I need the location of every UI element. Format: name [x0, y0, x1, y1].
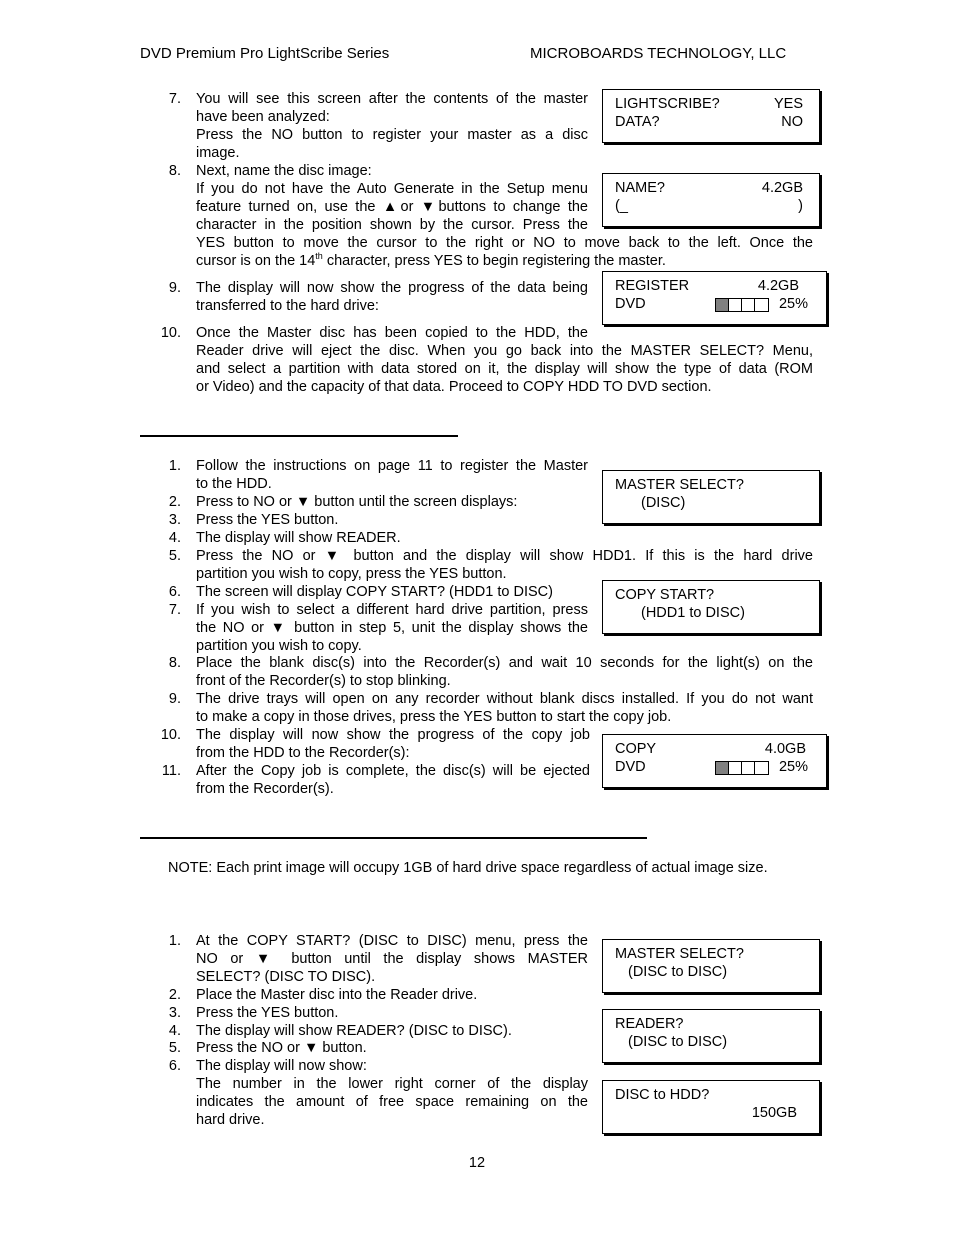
list-text: to make a copy in those drives, press the YES button to start the copy job.	[196, 709, 672, 725]
list-text: from the Recorder(s).	[196, 781, 334, 797]
list-number: 1.	[168, 458, 181, 474]
header-left: DVD Premium Pro LightScribe Series	[140, 45, 390, 62]
lcd-value: 150GB	[751, 1105, 797, 1121]
list-text: After the Copy job is complete, the disc(s) will be ejected	[196, 763, 590, 779]
list-number: 2.	[168, 987, 181, 1003]
list-text: Press the NO button to register your master as a disc	[196, 127, 588, 143]
list-text: The display will now show the progress of the copy job	[196, 727, 590, 743]
list-number: 6.	[168, 584, 181, 600]
lcd-line: (HDD1 to DISC)	[641, 605, 745, 621]
list-number: 8.	[168, 655, 181, 671]
note-text: NOTE: Each print image will occupy 1GB of hard drive space regardless of actual image size.	[168, 860, 768, 876]
list-number: 10.	[160, 727, 181, 743]
progress-bar	[715, 761, 769, 775]
lcd-line: NAME?	[615, 180, 665, 196]
list-number: 5.	[168, 548, 181, 564]
list-text: If you wish to select a different hard drive partition, press	[196, 602, 588, 618]
list-number: 2.	[168, 494, 181, 510]
lcd-value: 4.2GB	[761, 180, 803, 196]
list-text: Once the Master disc has been copied to the HDD, the	[196, 325, 588, 341]
lcd-line: (DISC to DISC)	[628, 1034, 728, 1050]
list-text: The drive trays will open on any recorder without blank discs installed. If you do not want	[196, 691, 813, 707]
list-number: 11.	[161, 763, 181, 779]
lcd-line: DVD	[615, 759, 646, 775]
lcd-line: DVD	[615, 296, 646, 312]
lcd-line: READER?	[615, 1016, 684, 1032]
lcd-display-master-select-disc	[602, 939, 820, 993]
list-text: The screen will display COPY START? (HDD1 to DISC)	[196, 584, 553, 600]
list-text: transferred to the hard drive:	[196, 298, 379, 314]
progress-bar	[715, 298, 769, 312]
header-right: MICROBOARDS TECHNOLOGY, LLC	[530, 45, 787, 62]
list-text: from the HDD to the Recorder(s):	[196, 745, 410, 761]
lcd-value: 4.0GB	[764, 741, 806, 757]
list-text: The display will now show:	[196, 1058, 367, 1074]
list-text: have been analyzed:	[196, 109, 330, 125]
list-number: 8.	[168, 163, 181, 179]
list-text: cursor is on the 14th character, press YES to begin registering the master.	[196, 251, 666, 269]
list-number: 9.	[168, 280, 181, 296]
list-number: 9.	[168, 691, 181, 707]
lcd-line: REGISTER	[615, 278, 690, 294]
list-text: YES button to move the cursor to the right or NO to move back to the left. Once the	[196, 235, 813, 251]
lcd-display-register	[602, 271, 827, 325]
list-text: You will see this screen after the contents of the master	[196, 91, 588, 107]
list-text: indicates the amount of free space remaining on the	[196, 1094, 588, 1110]
lcd-line: MASTER SELECT?	[615, 946, 744, 962]
lcd-value: 4.2GB	[757, 278, 799, 294]
list-text: partition you wish to copy.	[196, 638, 362, 654]
list-text: Press the NO or ▼ button.	[196, 1040, 367, 1056]
lcd-line: (DISC)	[641, 495, 686, 511]
section-divider	[140, 837, 647, 839]
list-text: Press the YES button.	[196, 512, 339, 528]
list-text: NO or ▼ button until the display shows MASTER	[196, 951, 588, 967]
lcd-value: )	[798, 198, 803, 214]
lcd-line: (_	[615, 198, 628, 214]
list-number: 3.	[168, 512, 181, 528]
lcd-line: COPY	[615, 741, 657, 757]
list-number: 7.	[168, 602, 181, 618]
list-number: 7.	[168, 91, 181, 107]
list-text: the NO or ▼ button in step 5, unit the display shows the	[196, 620, 588, 636]
lcd-display-reader	[602, 1009, 820, 1063]
lcd-value: NO	[781, 114, 803, 130]
lcd-display-copy-progress	[602, 734, 827, 788]
list-text: Press the YES button.	[196, 1005, 339, 1021]
list-number: 4.	[168, 530, 181, 546]
list-number: 6.	[168, 1058, 181, 1074]
list-text: Place the blank disc(s) into the Recorder(s) and wait 10 seconds for the light(s) on the	[196, 655, 813, 671]
lcd-display-disc-to-hdd	[602, 1080, 820, 1134]
list-text: and select a partition with data stored on it, the display will show the type of data (ROM	[196, 361, 813, 377]
list-text: Place the Master disc into the Reader drive.	[196, 987, 478, 1003]
list-text: or Video) and the capacity of that data. Proceed to COPY HDD TO DVD section.	[196, 379, 712, 395]
list-text: front of the Recorder(s) to stop blinking.	[196, 673, 451, 689]
lcd-line: DATA?	[615, 114, 660, 130]
list-number: 10.	[160, 325, 181, 341]
progress-percent: 25%	[778, 759, 808, 775]
list-text: feature turned on, use the ▲or ▼buttons to change the	[196, 199, 588, 215]
lcd-display-lightscribe	[602, 89, 820, 143]
list-text: At the COPY START? (DISC to DISC) menu, press the	[196, 933, 588, 949]
list-text: hard drive.	[196, 1112, 265, 1128]
list-text: Press to NO or ▼ button until the screen displays:	[196, 494, 518, 510]
list-text: Next, name the disc image:	[196, 163, 372, 179]
list-text: Press the NO or ▼ button and the display will show HDD1. If this is the hard drive	[196, 548, 813, 564]
list-number: 1.	[168, 933, 181, 949]
lcd-display-copy-start	[602, 580, 820, 634]
list-text: The display will now show the progress of the data being	[196, 280, 588, 296]
lcd-line: MASTER SELECT?	[615, 477, 744, 493]
page-number: 12	[468, 1155, 486, 1171]
list-text: Follow the instructions on page 11 to register the Master	[196, 458, 588, 474]
progress-percent: 25%	[778, 296, 808, 312]
list-text: SELECT? (DISC TO DISC).	[196, 969, 376, 985]
list-text: The display will show READER? (DISC to DISC).	[196, 1023, 512, 1039]
lcd-display-master-select	[602, 470, 820, 524]
list-number: 5.	[168, 1040, 181, 1056]
list-text: character in the position shown by the cursor. Press the	[196, 217, 588, 233]
list-text: partition you wish to copy, press the YES button.	[196, 566, 507, 582]
list-text: to the HDD.	[196, 476, 272, 492]
lcd-value: YES	[773, 96, 803, 112]
list-text: The number in the lower right corner of the display	[196, 1076, 588, 1092]
list-text: If you do not have the Auto Generate in the Setup menu	[196, 181, 588, 197]
section-divider	[140, 435, 458, 437]
list-text: Reader drive will eject the disc. When you go back into the MASTER SELECT? Menu,	[196, 343, 813, 359]
lcd-line: LIGHTSCRIBE?	[615, 96, 720, 112]
list-number: 4.	[168, 1023, 181, 1039]
list-text: The display will show READER.	[196, 530, 401, 546]
lcd-line: DISC to HDD?	[615, 1087, 710, 1103]
lcd-line: (DISC to DISC)	[628, 964, 728, 980]
lcd-line: COPY START?	[615, 587, 715, 603]
list-number: 3.	[168, 1005, 181, 1021]
list-text: image.	[196, 145, 240, 161]
lcd-display-name	[602, 173, 820, 227]
